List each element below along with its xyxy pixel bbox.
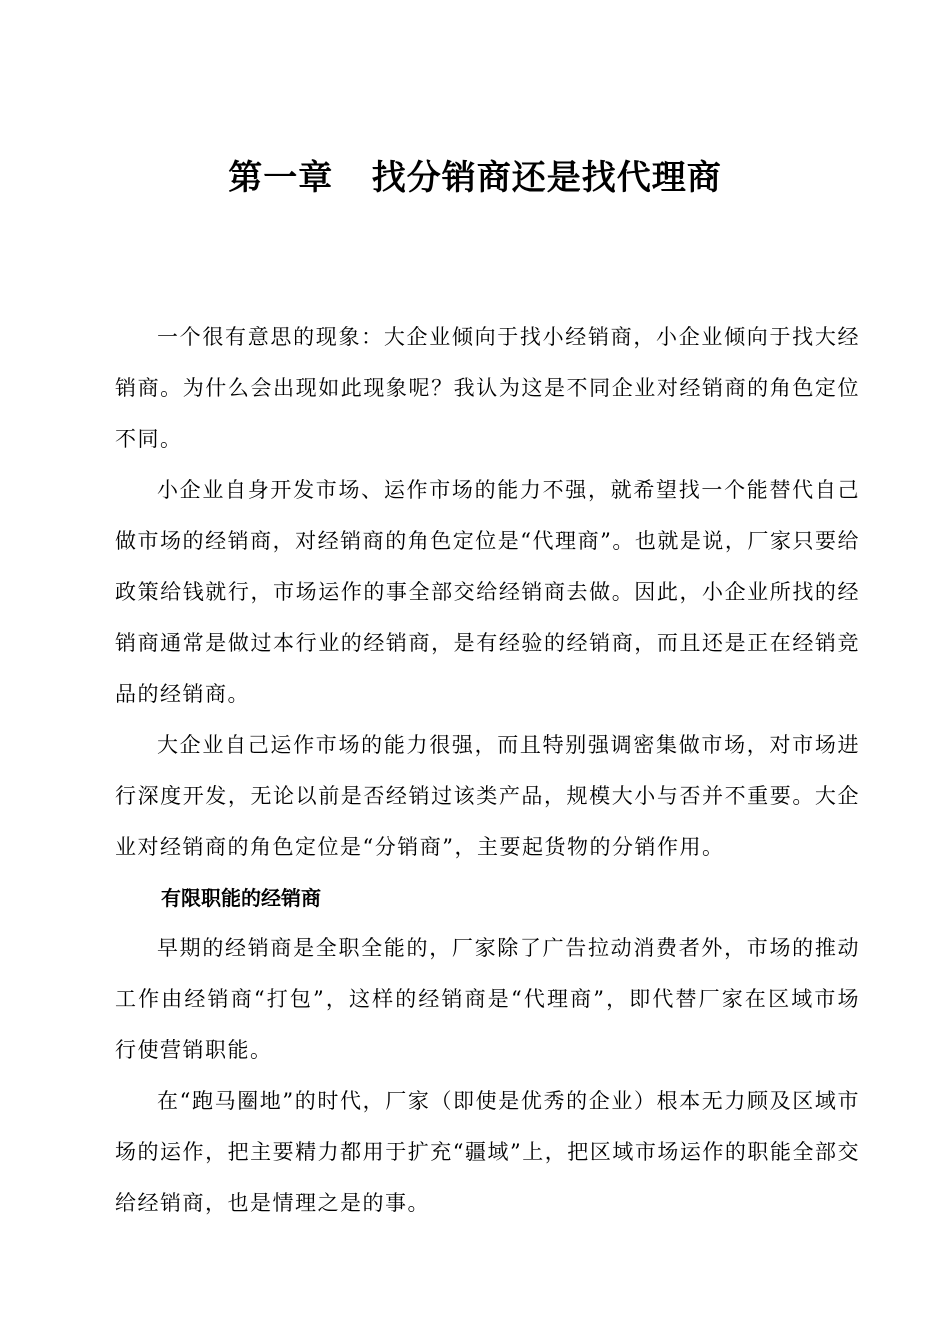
document-body: [115, 312, 860, 1229]
paragraph-land-grab-era: 在“跑马圈地”的时代，厂家（即使是优秀的企业）根本无力顾及区域市场的运作，把主要精力都用于扩充“疆域”上，把区域市场运作的职能全部交给经销商，也是情理之是的事。: [115, 1089, 860, 1215]
paragraph-small-enterprise: 小企业自身开发市场、运作市场的能力不强，就希望找一个能替代自己做市场的经销商，对经销商的角色定位是“代理商”。也就是说，厂家只要给政策给钱就行，市场运作的事全部交给经销商去做。因此，小企业所找的经销商通常是做过本行业的经销商，是有经验的经销商，而且还是正在经销竞品的经销商。: [115, 478, 860, 706]
paragraph-large-enterprise: 大企业自己运作市场的能力很强，而且特别强调密集做市场，对市场进行深度开发，无论以前是否经销过该类产品，规模大小与否并不重要。大企业对经销商的角色定位是“分销商”，主要起货物的分销作用。: [115, 733, 860, 859]
section-heading: 有限职能的经销商: [161, 886, 321, 910]
chapter-title: 第一章 找分销商还是找代理商: [228, 158, 722, 198]
paragraph-intro: 一个很有意思的现象：大企业倾向于找小经销商，小企业倾向于找大经销商。为什么会出现如此现象呢？我认为这是不同企业对经销商的角色定位不同。: [115, 325, 860, 451]
paragraph-early-distributors: 早期的经销商是全职全能的，厂家除了广告拉动消费者外，市场的推动工作由经销商“打包”，这样的经销商是“代理商”，即代替厂家在区域市场行使营销职能。: [115, 936, 860, 1062]
